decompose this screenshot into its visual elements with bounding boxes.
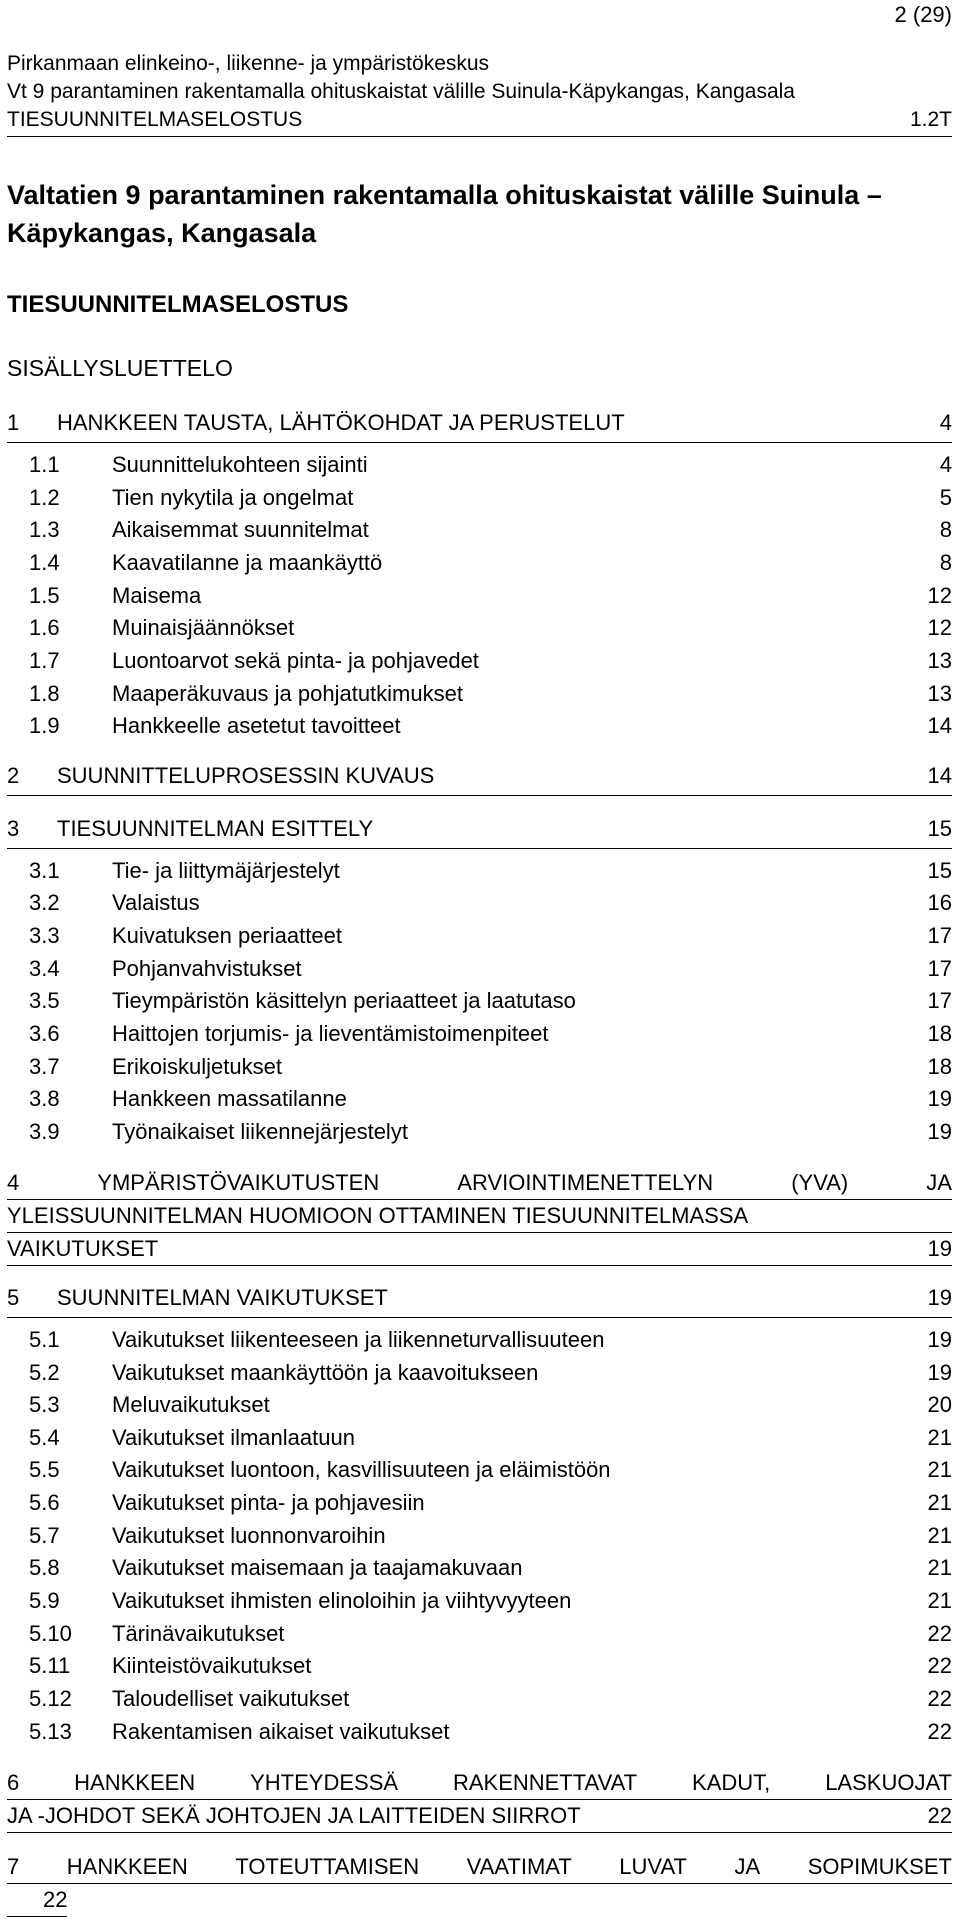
toc-title: Hankkeen massatilanne	[112, 1086, 347, 1111]
toc-title-word: SOPIMUKSET	[807, 1854, 952, 1879]
toc-title-word: (YVA)	[791, 1170, 849, 1195]
toc-page: 8	[939, 517, 952, 542]
toc-section-4-line3	[7, 1233, 952, 1266]
toc-item-1-1[interactable]	[7, 452, 952, 484]
toc-title: Maisema	[112, 583, 202, 608]
document-title: Valtatien 9 parantaminen rakentamalla ohituskaistat välille Suinula – Käpykangas, Kangasala	[7, 180, 882, 248]
toc-section-4[interactable]	[7, 1167, 952, 1266]
toc-number: 1.9	[29, 713, 60, 738]
toc-page: 19	[927, 1086, 952, 1111]
toc-section-7-line1	[7, 1851, 952, 1884]
toc-item-5-8[interactable]	[7, 1555, 952, 1587]
toc-page: 13	[927, 681, 952, 706]
toc-title-word: VAATIMAT	[466, 1854, 572, 1879]
toc-number: 5.1	[29, 1327, 60, 1352]
toc-title: Haittojen torjumis- ja lieventämistoimenpiteet	[112, 1021, 549, 1046]
toc-page: 19	[927, 1236, 952, 1261]
toc-item-1-6[interactable]	[7, 615, 952, 647]
toc-number: 1.3	[29, 517, 60, 542]
header-doc-type: TIESUUNNITELMASELOSTUS	[7, 108, 303, 131]
toc-title: HANKKEEN TAUSTA, LÄHTÖKOHDAT JA PERUSTELUT	[57, 410, 625, 435]
toc-page: 15	[927, 858, 952, 883]
toc-page: 16	[927, 890, 952, 915]
toc-number: 3.6	[29, 1021, 60, 1046]
toc-section-5[interactable]	[7, 1285, 952, 1318]
toc-title: Suunnittelukohteen sijainti	[112, 452, 368, 477]
toc-title: Luontoarvot sekä pinta- ja pohjavedet	[112, 648, 479, 673]
toc-title: JA -JOHDOT SEKÄ JOHTOJEN JA LAITTEIDEN SIIRROT	[7, 1803, 581, 1828]
toc-number: 1.7	[29, 648, 60, 673]
toc-number: 1.2	[29, 485, 60, 510]
toc-title: Vaikutukset maankäyttöön ja kaavoitukseen	[112, 1360, 539, 1385]
toc-title: Vaikutukset ilmanlaatuun	[112, 1425, 355, 1450]
toc-item-1-4[interactable]	[7, 550, 952, 582]
toc-page: 4	[939, 452, 952, 477]
document-subtitle: TIESUUNNITELMASELOSTUS	[7, 291, 349, 318]
toc-title: Erikoiskuljetukset	[112, 1054, 282, 1079]
toc-item-5-9[interactable]	[7, 1588, 952, 1620]
toc-page: 22	[927, 1686, 952, 1711]
toc-page: 13	[927, 648, 952, 673]
toc-number: 5.4	[29, 1425, 60, 1450]
toc-item-3-3[interactable]	[7, 923, 952, 955]
toc-number: 5.3	[29, 1392, 60, 1417]
toc-item-5-13[interactable]	[7, 1719, 952, 1751]
toc-title: Aikaisemmat suunnitelmat	[112, 517, 369, 542]
toc-title: TIESUUNNITELMAN ESITTELY	[57, 816, 374, 841]
toc-page: 5	[939, 485, 952, 510]
toc-page: 19	[927, 1119, 952, 1144]
toc-item-5-1[interactable]	[7, 1327, 952, 1359]
page-number: 2 (29)	[894, 2, 952, 27]
toc-title: Vaikutukset liikenteeseen ja liikenneturvallisuuteen	[112, 1327, 605, 1352]
toc-section-6[interactable]	[7, 1767, 952, 1833]
toc-title-word: LASKUOJAT	[825, 1770, 952, 1795]
toc-page: 8	[939, 550, 952, 575]
toc-title-word: RAKENNETTAVAT	[452, 1770, 638, 1795]
toc-title: Rakentamisen aikaiset vaikutukset	[112, 1719, 450, 1744]
toc-page: 12	[927, 615, 952, 640]
toc-item-5-3[interactable]	[7, 1392, 952, 1424]
toc-item-5-6[interactable]	[7, 1490, 952, 1522]
toc-title-word: ARVIOINTIMENETTELYN	[457, 1170, 714, 1195]
toc-heading: SISÄLLYSLUETTELO	[7, 355, 233, 381]
toc-section-6-line2	[7, 1800, 952, 1833]
toc-item-3-6[interactable]	[7, 1021, 952, 1053]
toc-item-1-5[interactable]	[7, 583, 952, 615]
toc-number: 5.5	[29, 1457, 60, 1482]
toc-section-6-line1	[7, 1767, 952, 1800]
toc-page: 22	[7, 1884, 67, 1917]
toc-page: 22	[927, 1719, 952, 1744]
toc-page: 14	[927, 763, 952, 788]
toc-number: 3.5	[29, 988, 60, 1013]
toc-title: Valaistus	[112, 890, 200, 915]
toc-title-word: TOTEUTTAMISEN	[235, 1854, 420, 1879]
toc-title: Vaikutukset luonnonvaroihin	[112, 1523, 386, 1548]
toc-item-5-10[interactable]	[7, 1621, 952, 1653]
toc-item-1-7[interactable]	[7, 648, 952, 680]
toc-item-1-2[interactable]	[7, 485, 952, 517]
toc-number: 3	[7, 816, 20, 841]
toc-page: 19	[927, 1360, 952, 1385]
toc-item-1-3[interactable]	[7, 517, 952, 549]
toc-number: 2	[7, 763, 20, 788]
header-doc-info	[7, 106, 952, 137]
toc-page: 18	[927, 1021, 952, 1046]
toc-title-word: JA	[734, 1854, 761, 1879]
toc-title: Vaikutukset luontoon, kasvillisuuteen ja eläimistöön	[112, 1457, 611, 1482]
toc-title: Meluvaikutukset	[112, 1392, 270, 1417]
toc-number: 1	[7, 410, 20, 435]
toc-title-word: LUVAT	[619, 1854, 687, 1879]
toc-page: 12	[927, 583, 952, 608]
document-header	[7, 50, 960, 137]
toc-number: 5.2	[29, 1360, 60, 1385]
toc-title: Muinaisjäännökset	[112, 615, 295, 640]
toc-section-4-line1	[7, 1167, 952, 1200]
toc-page: 19	[927, 1285, 952, 1310]
toc-page: 21	[927, 1425, 952, 1450]
toc-title: Tieympäristön käsittelyn periaatteet ja laatutaso	[112, 988, 576, 1013]
toc-item-1-9[interactable]	[7, 713, 952, 745]
toc-title: VAIKUTUKSET	[7, 1236, 159, 1261]
toc-page: 19	[927, 1327, 952, 1352]
toc-page: 4	[939, 410, 952, 435]
toc-title-word: YMPÄRISTÖVAIKUTUSTEN	[97, 1170, 380, 1195]
toc-title-word: KADUT,	[692, 1770, 771, 1795]
toc-section-7[interactable]	[7, 1851, 952, 1917]
toc-page: 21	[927, 1555, 952, 1580]
toc-title: Maaperäkuvaus ja pohjatutkimukset	[112, 681, 463, 706]
toc-page: 17	[927, 923, 952, 948]
toc-number: 5.9	[29, 1588, 60, 1613]
toc-page: 21	[927, 1490, 952, 1515]
toc-item-3-7[interactable]	[7, 1054, 952, 1086]
toc-number: 3.4	[29, 956, 60, 981]
toc-item-3-2[interactable]	[7, 890, 952, 922]
toc-page: 22	[927, 1653, 952, 1678]
toc-number: 3.7	[29, 1054, 60, 1079]
toc-number: 5.12	[29, 1686, 72, 1711]
toc-section-3[interactable]	[7, 816, 952, 849]
toc-number: 3.9	[29, 1119, 60, 1144]
toc-number: 3.3	[29, 923, 60, 948]
toc-title: Hankkeelle asetetut tavoitteet	[112, 713, 401, 738]
toc-page: 22	[927, 1621, 952, 1646]
toc-section-4-line2: YLEISSUUNNITELMAN HUOMIOON OTTAMINEN TIESUUNNITELMASSA	[7, 1200, 952, 1233]
toc-number: 6	[7, 1770, 20, 1795]
toc-number: 1.8	[29, 681, 60, 706]
toc-title-word: HANKKEEN	[74, 1770, 196, 1795]
toc-number: 3.2	[29, 890, 60, 915]
toc-item-3-4[interactable]	[7, 956, 952, 988]
toc-title: Vaikutukset pinta- ja pohjavesiin	[112, 1490, 425, 1515]
toc-number: 1.4	[29, 550, 60, 575]
toc-title: SUUNNITTELUPROSESSIN KUVAUS	[57, 763, 435, 788]
toc-title: Vaikutukset ihmisten elinoloihin ja viihtyvyyteen	[112, 1588, 572, 1613]
toc-page: 20	[927, 1392, 952, 1417]
toc-page: 18	[927, 1054, 952, 1079]
toc-title: Kiinteistövaikutukset	[112, 1653, 312, 1678]
toc-title: Tie- ja liittymäjärjestelyt	[112, 858, 340, 883]
toc-number: 5.10	[29, 1621, 72, 1646]
toc-page: 17	[927, 988, 952, 1013]
toc-title: Kuivatuksen periaatteet	[112, 923, 342, 948]
toc-title: Pohjanvahvistukset	[112, 956, 302, 981]
toc-page: 17	[927, 956, 952, 981]
toc-number: 5.8	[29, 1555, 60, 1580]
toc-title-word: HANKKEEN	[66, 1854, 188, 1879]
toc-item-5-11[interactable]	[7, 1653, 952, 1685]
toc-number: 3.8	[29, 1086, 60, 1111]
toc-number: 3.1	[29, 858, 60, 883]
toc-item-3-5[interactable]	[7, 988, 952, 1020]
toc-title: SUUNNITELMAN VAIKUTUKSET	[57, 1285, 388, 1310]
toc-title-word: YHTEYDESSÄ	[250, 1770, 399, 1795]
toc-title: Työnaikaiset liikennejärjestelyt	[112, 1119, 408, 1144]
header-project: Vt 9 parantaminen rakentamalla ohituskaistat välille Suinula-Käpykangas, Kangasala	[7, 80, 795, 103]
toc-section-1[interactable]	[7, 410, 952, 443]
toc-page: 14	[927, 713, 952, 738]
toc-number: 5.13	[29, 1719, 72, 1744]
toc-item-5-12[interactable]	[7, 1686, 952, 1718]
toc-title-word: JA	[926, 1170, 952, 1195]
header-doc-code: 1.2T	[909, 108, 952, 131]
toc-page: 22	[927, 1803, 952, 1828]
toc-item-5-5[interactable]	[7, 1457, 952, 1489]
toc-number: 1.6	[29, 615, 60, 640]
toc-number: 5	[7, 1285, 20, 1310]
toc-page: 21	[927, 1588, 952, 1613]
toc-number: 1.5	[29, 583, 60, 608]
toc-item-3-8[interactable]	[7, 1086, 952, 1118]
toc-item-1-8[interactable]	[7, 681, 952, 713]
toc-page: 21	[927, 1523, 952, 1548]
toc-page: 15	[927, 816, 952, 841]
toc-item-5-4[interactable]	[7, 1425, 952, 1457]
toc-title: Taloudelliset vaikutukset	[112, 1686, 350, 1711]
toc-title: Tärinävaikutukset	[112, 1621, 285, 1646]
toc-number: 5.11	[29, 1653, 71, 1678]
toc-title: Kaavatilanne ja maankäyttö	[112, 550, 383, 575]
toc-section-2[interactable]	[7, 763, 952, 796]
toc-item-5-7[interactable]	[7, 1523, 952, 1555]
toc-title: Tien nykytila ja ongelmat	[112, 485, 354, 510]
toc-item-3-9[interactable]	[7, 1119, 952, 1151]
toc-number: 7	[7, 1854, 20, 1879]
toc-item-5-2[interactable]	[7, 1360, 952, 1392]
toc-title: Vaikutukset maisemaan ja taajamakuvaan	[112, 1555, 523, 1580]
header-organization: Pirkanmaan elinkeino-, liikenne- ja ympäristökeskus	[7, 52, 490, 75]
toc-number: 5.6	[29, 1490, 60, 1515]
toc-number: 5.7	[29, 1523, 60, 1548]
toc-page: 21	[927, 1457, 952, 1482]
toc-item-3-1[interactable]	[7, 858, 952, 890]
toc-number: 4	[7, 1170, 20, 1195]
toc-number: 1.1	[29, 452, 60, 477]
